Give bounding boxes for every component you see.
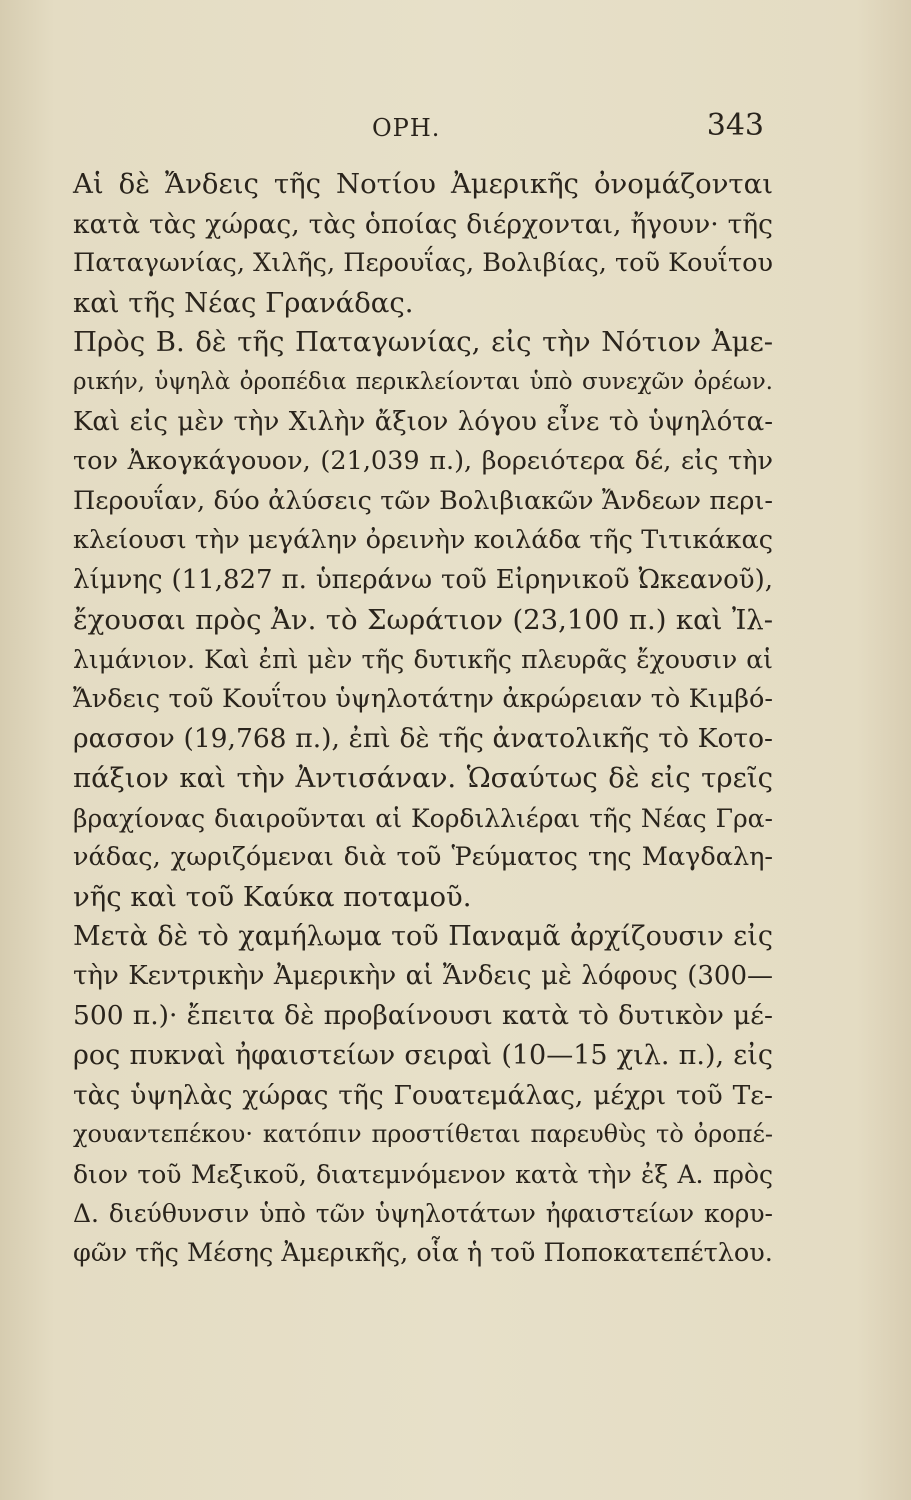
text-line: λιμάνιον. Καὶ ἐπὶ μὲν τῆς δυτικῆς πλευρᾶς ἔχουσιν αἱ <box>73 645 773 675</box>
text-line: κατὰ τὰς χώρας, τὰς ὁποίας διέρχονται, ἤγουν· τῆς <box>73 208 773 240</box>
text-line: ἔχουσαι πρὸς Ἀν. τὸ Σωράτιον (23,100 π.) καὶ Ἰλ- <box>73 603 773 636</box>
text-line: Αἱ δὲ Ἄνδεις τῆς Νοτίου Ἀμερικῆς ὀνομάζονται <box>73 168 773 200</box>
text-line: Πρὸς Β. δὲ τῆς Παταγωνίας, εἰς τὴν Νότιον Ἀμε- <box>73 326 773 359</box>
text-line: Καὶ εἰς μὲν τὴν Χιλὴν ἄξιον λόγου εἶνε τὸ ὑψηλότα- <box>73 406 773 437</box>
text-line: καὶ τῆς Νέας Γρανάδας. <box>73 286 414 319</box>
text-line: πάξιον καὶ τὴν Ἀντισάναν. Ὡσαύτως δὲ εἰς τρεῖς <box>73 761 773 794</box>
text-line: νῆς καὶ τοῦ Καύκα ποταμοῦ. <box>73 880 472 913</box>
text-line: λίμνης (11,827 π. ὑπεράνω τοῦ Εἰρηνικοῦ Ὠκεανοῦ), <box>73 564 773 595</box>
text-line: ρασσον (19,768 π.), ἐπὶ δὲ τῆς ἀνατολικῆς τὸ Κοτο- <box>73 723 773 755</box>
page-header <box>72 108 772 148</box>
text-line: χουαντεπέκου· κατόπιν προστίθεται παρευθὺς τὸ ὀροπέ- <box>73 1120 773 1149</box>
text-line: ρικήν, ὑψηλὰ ὀροπέδια περικλείονται ὑπὸ συνεχῶν ὀρέων. <box>73 368 773 395</box>
text-line: ρος πυκναὶ ἠφαιστείων σειραὶ (10—15 χιλ. π.), εἰς <box>73 1040 773 1072</box>
text-line: Δ. διεύθυνσιν ὑπὸ τῶν ὑψηλοτάτων ἠφαιστείων κορυ- <box>73 1199 773 1229</box>
text-line: τὴν Κεντρικὴν Ἀμερικὴν αἱ Ἄνδεις μὲ λόφους (300— <box>73 960 773 991</box>
running-head: ΟΡΗ. <box>372 114 441 142</box>
body-text <box>73 165 773 1274</box>
text-line: κλείουσι τὴν μεγάλην ὀρεινὴν κοιλάδα τῆς Τιτικάκας <box>73 525 773 556</box>
text-line: Περουΐαν, δύο ἀλύσεις τῶν Βολιβιακῶν Ἄνδεων περι- <box>73 485 773 516</box>
text-line: βραχίονας διαιροῦνται αἱ Κορδιλλιέραι τῆς Νέας Γρα- <box>73 803 773 833</box>
text-line: διον τοῦ Μεξικοῦ, διατεμνόμενον κατὰ τὴν ἐξ Α. πρὸς <box>73 1159 773 1189</box>
text-line: Παταγωνίας, Χιλῆς, Περουΐας, Βολιβίας, τοῦ Κουΐτου <box>73 248 773 279</box>
text-line: 500 π.)· ἔπειτα δὲ προβαίνουσι κατὰ τὸ δυτικὸν μέ- <box>73 1000 773 1032</box>
text-line: νάδας, χωριζόμεναι διὰ τοῦ Ῥεύματος της Μαγδαλη- <box>73 842 773 873</box>
text-line: φῶν τῆς Μέσης Ἀμερικῆς, οἷα ἡ τοῦ Ποποκατεπέτλου. <box>73 1238 773 1269</box>
text-line: Ἄνδεις τοῦ Κουΐτου ὑψηλοτάτην ἀκρώρειαν τὸ Κιμβό- <box>73 683 773 714</box>
text-line: Μετὰ δὲ τὸ χαμήλωμα τοῦ Παναμᾶ ἀρχίζουσιν εἰς <box>73 921 773 953</box>
text-line: τὰς ὑψηλὰς χώρας τῆς Γουατεμάλας, μέχρι τοῦ Τε- <box>73 1079 773 1111</box>
text-line: τον Ἀκογκάγουον, (21,039 π.), βορειότερα δέ, εἰς τὴν <box>73 446 773 477</box>
page-number: 343 <box>706 108 764 143</box>
